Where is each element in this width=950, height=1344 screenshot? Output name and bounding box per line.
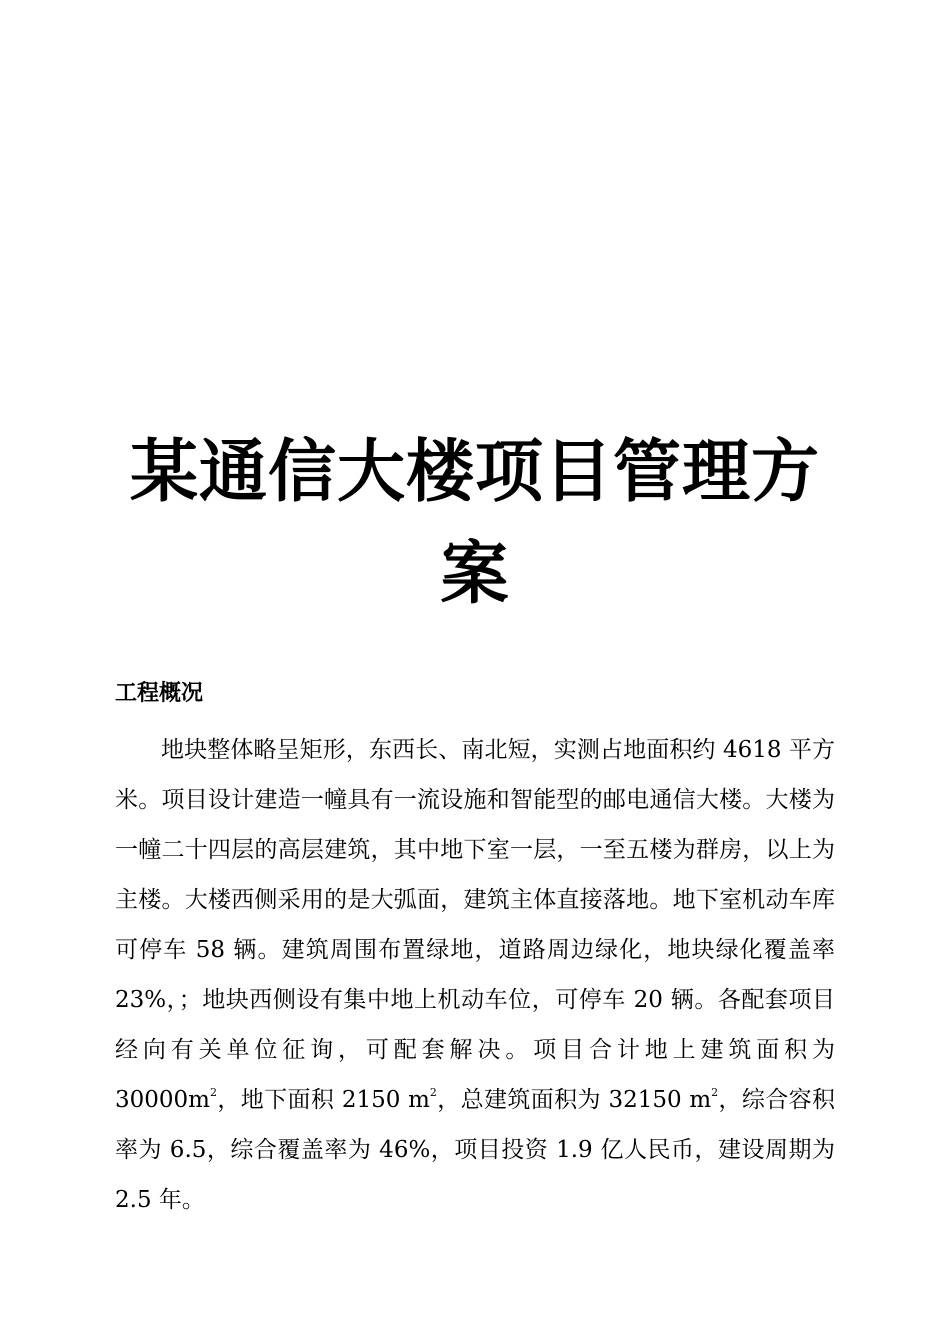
paragraph-text-3: ，总建筑面积为 32150 m (436, 1087, 712, 1113)
paragraph-text-1: 地块整体略呈矩形，东西长、南北短，实测占地面积约 4618 平方米。项目设计建造一幢具有一流设施和智能型的邮电通信大楼。大楼为一幢二十四层的高层建筑，其中地下室一层，一至五楼为群房，以上为主楼。大楼西侧采用的是大弧面，建筑主体直接落地。地下室机动车库可停车 58 辆。建筑周围布置绿地，道路周边绿化，地块绿化覆盖率 23%，；地块西侧设有集中地上机动车位，可停车 20 辆。各配套项目经向有关单位征询，可配套解决。项目合计地上建筑面积为 30000m (115, 737, 835, 1113)
body-paragraph (115, 725, 835, 1225)
document-title: 某通信大楼项目管理方案 (129, 433, 820, 614)
superscript-square-2: 2 (429, 1086, 437, 1099)
paragraph-text-4: ，综合容积率为 6.5，综合覆盖率为 46%，项目投资 1.9 亿人民币，建设周期为 2.5 年。 (115, 1087, 836, 1213)
superscript-square-3: 2 (711, 1086, 719, 1099)
section-heading: 工程概况 (115, 681, 204, 706)
superscript-square-1: 2 (209, 1086, 217, 1099)
paragraph-text-2: ，地下面积 2150 m (216, 1087, 430, 1113)
